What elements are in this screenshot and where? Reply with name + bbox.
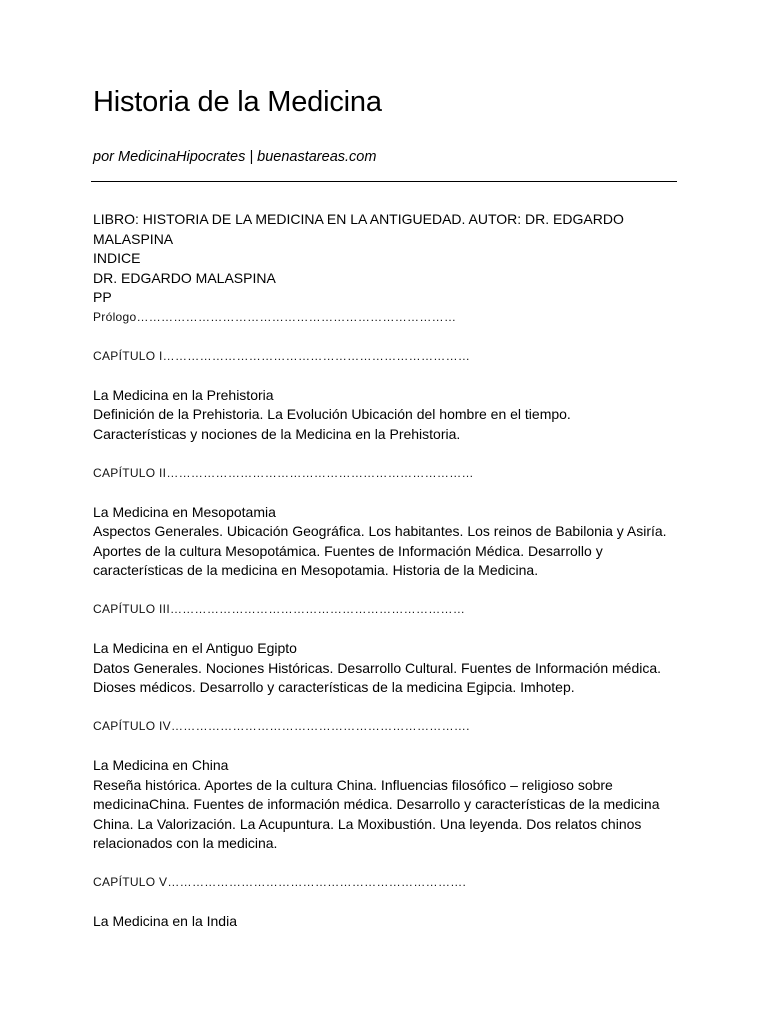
document-byline: por MedicinaHipocrates | buenastareas.com <box>93 149 377 165</box>
chapter-description-line: China. La Valorización. La Acupuntura. La Moxibustión. Una leyenda. Dos relatos chinos <box>93 815 642 832</box>
chapter-heading: CAPÍTULO III……………………………………………………………… <box>93 602 466 616</box>
chapter-title: La Medicina en el Antiguo Egipto <box>93 640 297 656</box>
chapter-description-line: relacionados con la medicina. <box>93 835 278 851</box>
chapter-title: La Medicina en la Prehistoria <box>93 386 274 403</box>
intro-line: PP <box>93 289 112 305</box>
chapter-heading: CAPÍTULO V………………………………………………………………. <box>93 875 467 889</box>
chapter-title: La Medicina en Mesopotamia <box>93 503 276 520</box>
chapter-description-line: medicinaChina. Fuentes de información médica. Desarrollo y características de la medicina <box>93 796 660 812</box>
intro-line: INDICE <box>93 250 141 266</box>
chapter-description-line: Datos Generales. Nociones Históricas. Desarrollo Cultural. Fuentes de Información médica. <box>93 659 662 676</box>
intro-line: DR. EDGARDO MALASPINA <box>93 269 276 286</box>
chapter-title: La Medicina en la India <box>93 913 237 929</box>
chapter-description-line: Aspectos Generales. Ubicación Geográfica. Los habitantes. Los reinos de Babilonia y Asiría. <box>93 523 667 539</box>
chapter-description-line: Reseña histórica. Aportes de la cultura China. Influencias filosófico – religioso sobre <box>93 776 613 793</box>
chapter-heading: CAPÍTULO IV………………………………………………………………. <box>93 719 470 733</box>
document-body <box>93 210 683 932</box>
chapter-description-line: Dioses médicos. Desarrollo y características de la medicina Egipcia. Imhotep. <box>93 679 575 695</box>
chapter-description-line: Características y nociones de la Medicina en la Prehistoria. <box>93 425 461 442</box>
document-title: Historia de la Medicina <box>93 86 382 118</box>
chapter-description-line: Definición de la Prehistoria. La Evolución Ubicación del hombre en el tiempo. <box>93 406 571 422</box>
chapter-heading: CAPÍTULO I………………………………………………………………… <box>93 348 471 363</box>
intro-line: MALASPINA <box>93 230 174 247</box>
toc-entry-prologo: Prólogo…………………………………………………………………… <box>93 309 457 324</box>
chapter-title: La Medicina en China <box>93 757 229 773</box>
chapter-description-line: características de la medicina en Mesopotamia. Historia de la Medicina. <box>93 562 539 578</box>
chapter-description-line: Aportes de la cultura Mesopotámica. Fuentes de Información Médica. Desarrollo y <box>93 542 603 559</box>
intro-line: LIBRO: HISTORIA DE LA MEDICINA EN LA ANTIGUEDAD. AUTOR: DR. EDGARDO <box>93 211 624 227</box>
chapter-heading: CAPÍTULO II………………………………………………………………… <box>93 465 474 480</box>
title-divider <box>91 181 677 182</box>
